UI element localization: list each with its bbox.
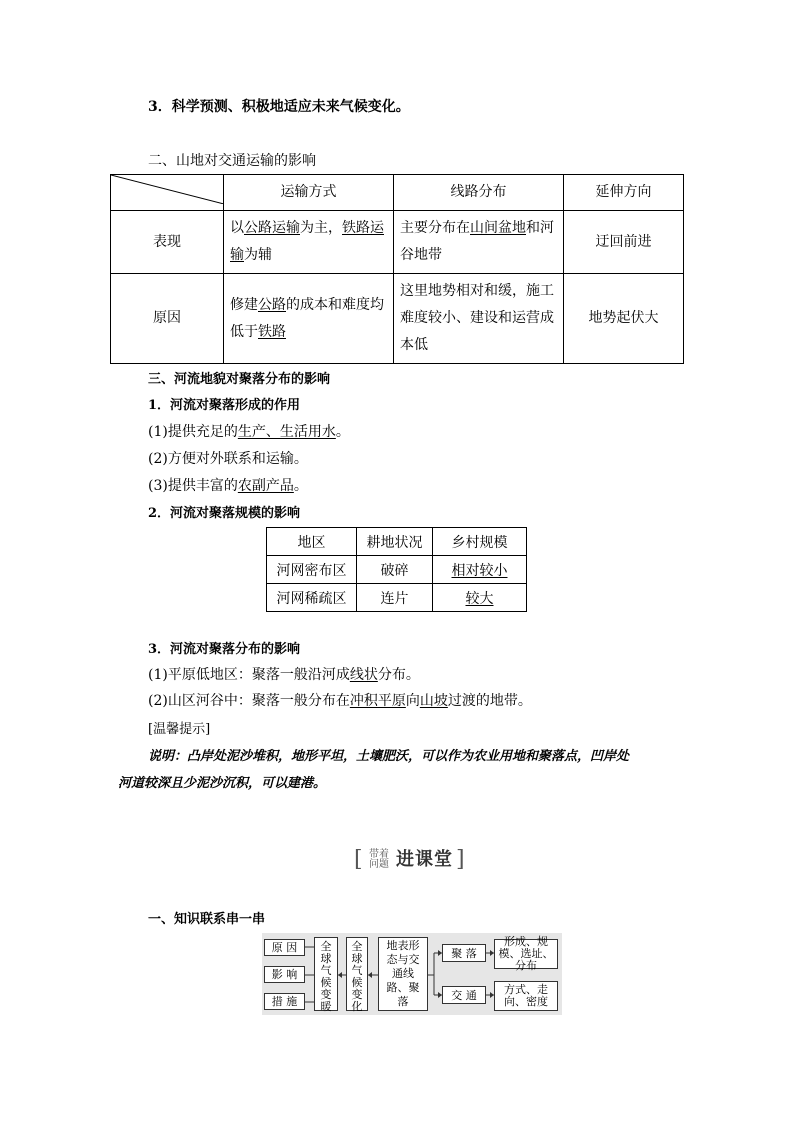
diagonal-header-cell [111, 175, 224, 211]
cell-direction-reason: 地势起伏大 [564, 274, 684, 364]
diagram-transport: 交 通 [442, 986, 486, 1004]
diagonal-line [111, 175, 224, 204]
cell-transport-manifestation: 以公路运输为主，铁路运 输为辅 [224, 211, 394, 274]
header-route: 线路分布 [394, 175, 564, 211]
diagram-change: 全球气候变化 [346, 937, 368, 1011]
section3-q1: (1)平原低地区：聚落一般沿河成线状分布。 [148, 667, 420, 683]
cell-route-manifestation: 主要分布在山间盆地和河 谷地带 [394, 211, 564, 274]
row-label-reason: 原因 [111, 274, 224, 364]
tip-line1: 说明：凸岸处泥沙堆积，地形平坦，土壤肥沃，可以作为农业用地和聚落点，凹岸处 [148, 749, 630, 764]
banner-title: 进课堂 [396, 849, 453, 870]
section3-sub3: 3．河流对聚落分布的影响 [148, 642, 301, 657]
cell-region-dense: 河网密布区 [267, 556, 357, 584]
cell-farmland-dense: 破碎 [357, 556, 433, 584]
banner-small-text: 带着 问题 [369, 849, 389, 870]
cell-direction-manifestation: 迂回前进 [564, 211, 684, 274]
transport-table [110, 174, 684, 364]
cell-scale-sparse: 较大 [433, 584, 527, 612]
diagram-settlement-desc: 形成、规模、选址、分布 [494, 939, 558, 969]
tip-line2: 河道较深且少泥沙沉积，可以建港。 [118, 776, 327, 791]
section2-title: 二、山地对交通运输的影响 [148, 153, 316, 169]
section3-sub1: 1．河流对聚落形成的作用 [148, 398, 301, 413]
settlement-table [266, 527, 527, 612]
section3-q2: (2)山区河谷中：聚落一般分布在冲积平原向山坡过渡的地带。 [148, 693, 532, 709]
diagram-reason: 原 因 [264, 939, 305, 956]
banner-left-bracket: [ [354, 847, 363, 872]
diagram-transport-desc: 方式、走向、密度 [494, 981, 558, 1011]
concept-diagram [262, 933, 562, 1015]
cell-farmland-sparse: 连片 [357, 584, 433, 612]
header-transport: 运输方式 [224, 175, 394, 211]
cell-transport-reason: 修建公路的成本和难度均 低于铁路 [224, 274, 394, 364]
cell-route-reason: 这里地势相对和缓，施工 难度较小、建设和运营成 本低 [394, 274, 564, 364]
section3-p3: (3)提供丰富的农副产品。 [148, 478, 308, 494]
class-banner [354, 848, 464, 872]
diagram-center: 地表形态与交通线路、聚落 [378, 937, 428, 1011]
diagram-measure: 措 施 [264, 993, 305, 1010]
cell-region-sparse: 河网稀疏区 [267, 584, 357, 612]
cell-scale-dense: 相对较小 [433, 556, 527, 584]
diagram-warming: 全球气候变暖 [314, 937, 338, 1011]
last-section-title: 一、知识联系串一串 [148, 912, 266, 927]
section3-sub2: 2．河流对聚落规模的影响 [148, 506, 301, 521]
header-direction: 延伸方向 [564, 175, 684, 211]
item3-title: 3．科学预测、积极地适应未来气候变化。 [148, 99, 410, 115]
header-region: 地区 [267, 528, 357, 556]
section3-p2: (2)方便对外联系和运输。 [148, 451, 308, 467]
section3-title: 三、河流地貌对聚落分布的影响 [148, 372, 331, 387]
banner-right-bracket: ] [456, 847, 465, 872]
section3-p1: (1)提供充足的生产、生活用水。 [148, 424, 350, 440]
header-scale: 乡村规模 [433, 528, 527, 556]
diagram-impact: 影 响 [264, 966, 305, 983]
diagram-settlement: 聚 落 [442, 944, 486, 962]
tip-title: [温馨提示] [148, 722, 211, 737]
header-farmland: 耕地状况 [357, 528, 433, 556]
row-label-manifestation: 表现 [111, 211, 224, 274]
